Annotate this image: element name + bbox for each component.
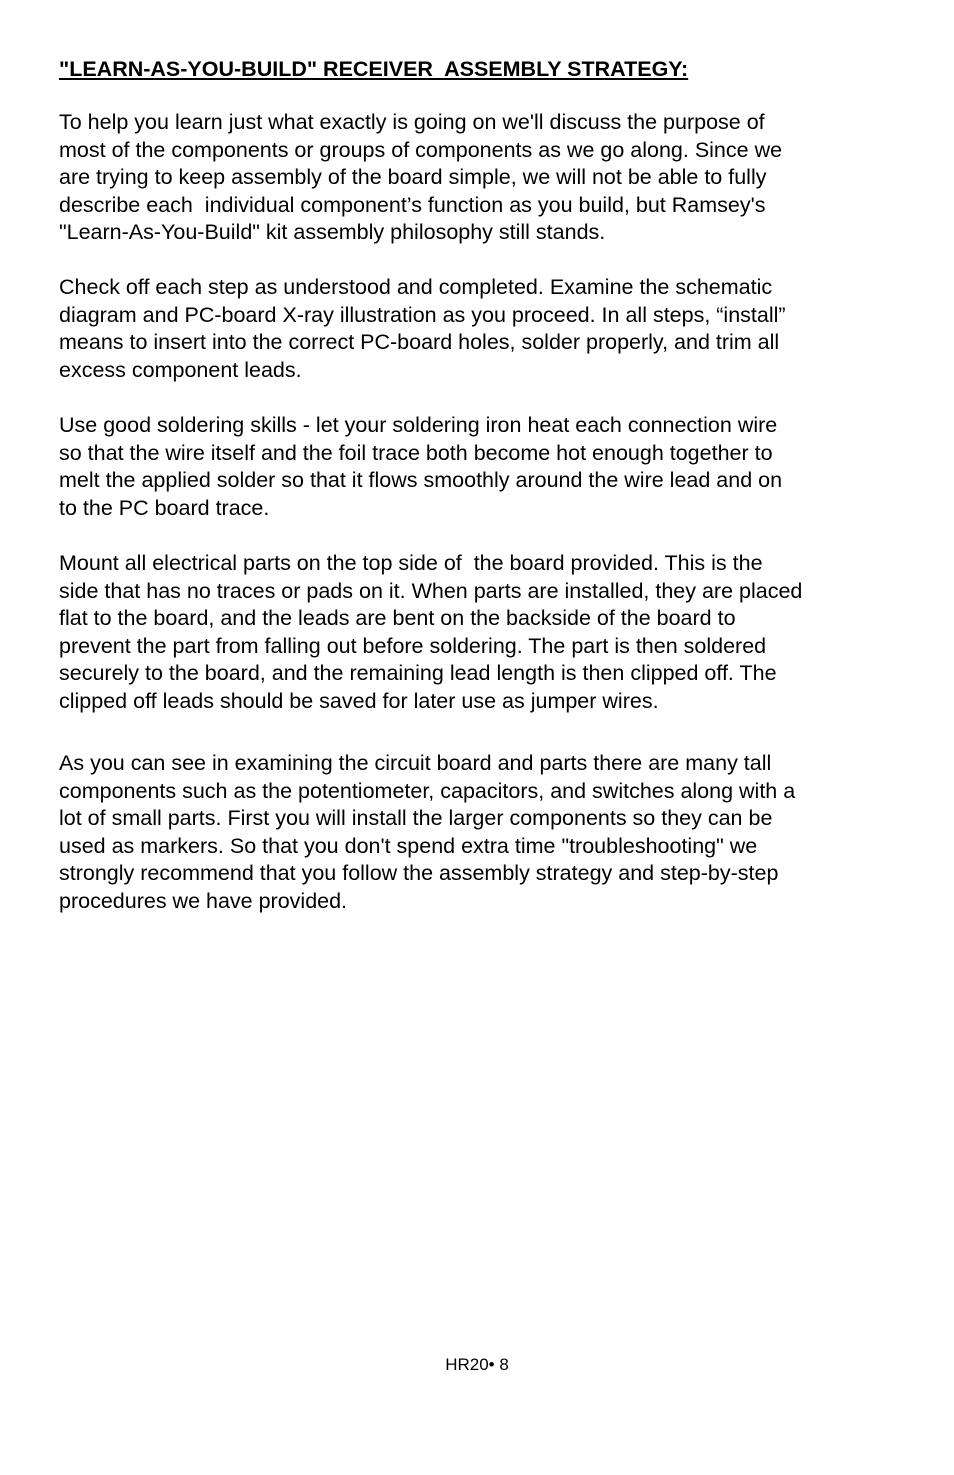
- paragraph-line: prevent the part from falling out before soldering. The part is then soldered: [59, 633, 767, 658]
- paragraph-check-off-steps: [59, 274, 897, 384]
- paragraph-line: so that the wire itself and the foil trace both become hot enough together to: [59, 440, 773, 465]
- paragraph-line: "Learn-As-You-Build" kit assembly philosophy still stands.: [59, 220, 606, 244]
- paragraph-line: procedures we have provided.: [59, 888, 348, 913]
- paragraph-line: Mount all electrical parts on the top side of the board provided. This is the: [59, 551, 763, 575]
- paragraph-line: melt the applied solder so that it flows smoothly around the wire lead and on: [59, 468, 783, 492]
- paragraph-assembly-strategy: [59, 750, 897, 915]
- paragraph-line: flat to the board, and the leads are bent on the backside of the board to: [59, 606, 736, 630]
- paragraph-line: are trying to keep assembly of the board simple, we will not be able to fully: [59, 165, 767, 189]
- paragraph-line: securely to the board, and the remaining lead length is then clipped off. The: [59, 661, 777, 685]
- paragraph-line: describe each individual component’s function as you build, but Ramsey's: [59, 192, 766, 217]
- paragraph-line: components such as the potentiometer, capacitors, and switches along with a: [59, 778, 796, 803]
- paragraph-learn-as-you-build: [59, 109, 897, 247]
- page-footer: HR20• 8: [445, 1355, 509, 1374]
- paragraph-line: side that has no traces or pads on it. When parts are installed, they are placed: [59, 578, 803, 603]
- page-heading: "LEARN-AS-YOU-BUILD" RECEIVER ASSEMBLY STRATEGY:: [59, 57, 689, 81]
- paragraph-line: used as markers. So that you don't spend extra time "troubleshooting" we: [59, 833, 758, 858]
- paragraph-line: clipped off leads should be saved for later use as jumper wires.: [59, 688, 659, 713]
- paragraph-line: to the PC board trace.: [59, 495, 270, 520]
- paragraph-line: As you can see in examining the circuit board and parts there are many tall: [59, 751, 772, 775]
- paragraph-line: most of the components or groups of components as we go along. Since we: [59, 137, 783, 162]
- paragraph-line: diagram and PC-board X-ray illustration as you proceed. In all steps, “install”: [59, 302, 786, 327]
- paragraph-line: strongly recommend that you follow the assembly strategy and step-by-step: [59, 861, 779, 885]
- paragraph-line: means to insert into the correct PC-board holes, solder properly, and trim all: [59, 330, 780, 354]
- paragraph-line: lot of small parts. First you will install the larger components so they can be: [59, 806, 773, 830]
- paragraph-soldering-skills: [59, 412, 897, 522]
- paragraph-line: Use good soldering skills - let your soldering iron heat each connection wire: [59, 413, 778, 437]
- paragraph-mounting-parts: [59, 550, 897, 715]
- paragraph-line: To help you learn just what exactly is going on we'll discuss the purpose of: [59, 110, 765, 134]
- paragraph-line: excess component leads.: [59, 357, 302, 382]
- paragraph-line: Check off each step as understood and completed. Examine the schematic: [59, 275, 773, 299]
